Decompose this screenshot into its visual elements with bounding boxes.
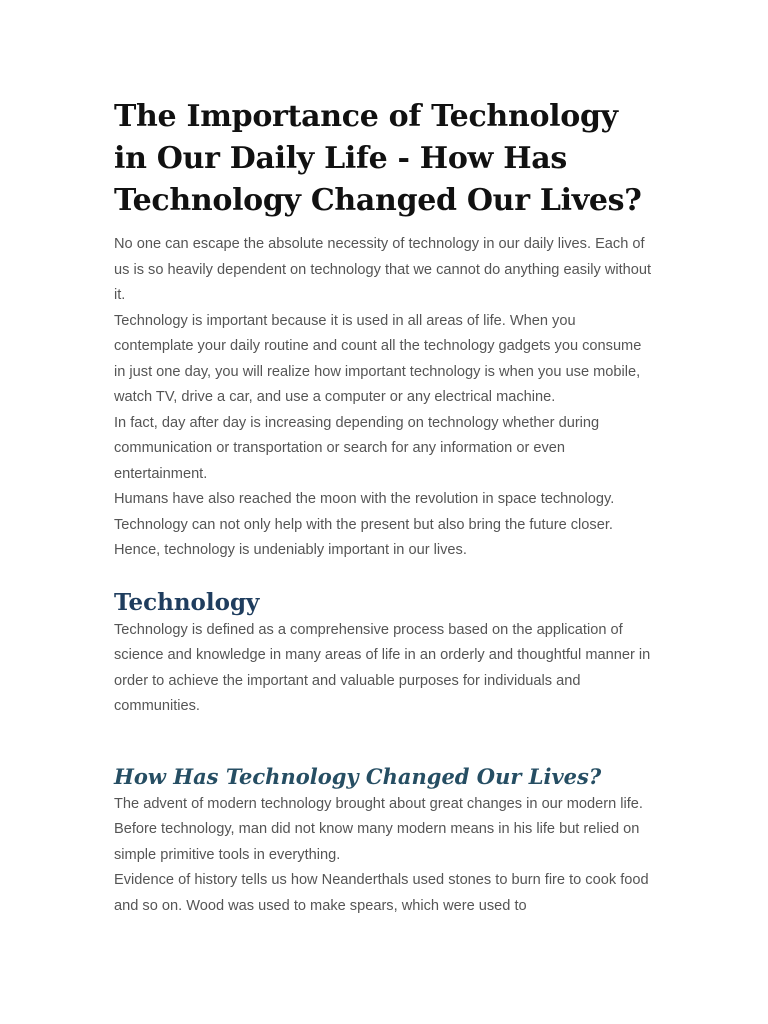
section-heading-changed-lives: How Has Technology Changed Our Lives? — [114, 763, 602, 789]
intro-paragraph-4: Humans have also reached the moon with the revolution in space technology. Technology can not only help with the present but also bring the future closer. Hence, technology is undeniably important in our lives. — [114, 491, 615, 558]
intro-paragraph-2: Technology is important because it is used in all areas of life. When you contemplate your daily routine and count all the technology gadgets you consume in just one day, you will realize how important technology is when you use mobile, watch TV, drive a car, and use a computer or any electrical machine. — [114, 312, 642, 405]
intro-paragraph-1: No one can escape the absolute necessity of technology in our daily lives. Each of us is so heavily dependent on technology that we cannot do anything easily without it. — [114, 236, 652, 303]
technology-definition-paragraph: Technology is defined as a comprehensive process based on the application of science and knowledge in many areas of life in an orderly and thoughtful manner in order to achieve the important and valuable purposes for individuals and communities. — [114, 621, 651, 714]
document-page — [114, 96, 654, 919]
changed-lives-paragraph-2: Evidence of history tells us how Neanderthals used stones to burn fire to cook food and so on. Wood was used to make spears, which were used to — [114, 872, 649, 914]
intro-paragraph-3: In fact, day after day is increasing depending on technology whether during communication or transportation or search for any information or even entertainment. — [114, 414, 600, 482]
document-title: The Importance of Technology in Our Daily Life - How Has Technology Changed Our Lives? — [114, 99, 642, 218]
section-heading-technology: Technology — [114, 588, 260, 616]
changed-lives-paragraph-1: The advent of modern technology brought about great changes in our modern life. Before technology, man did not know many modern means in his life but relied on simple primitive tools in everything. — [114, 795, 643, 863]
